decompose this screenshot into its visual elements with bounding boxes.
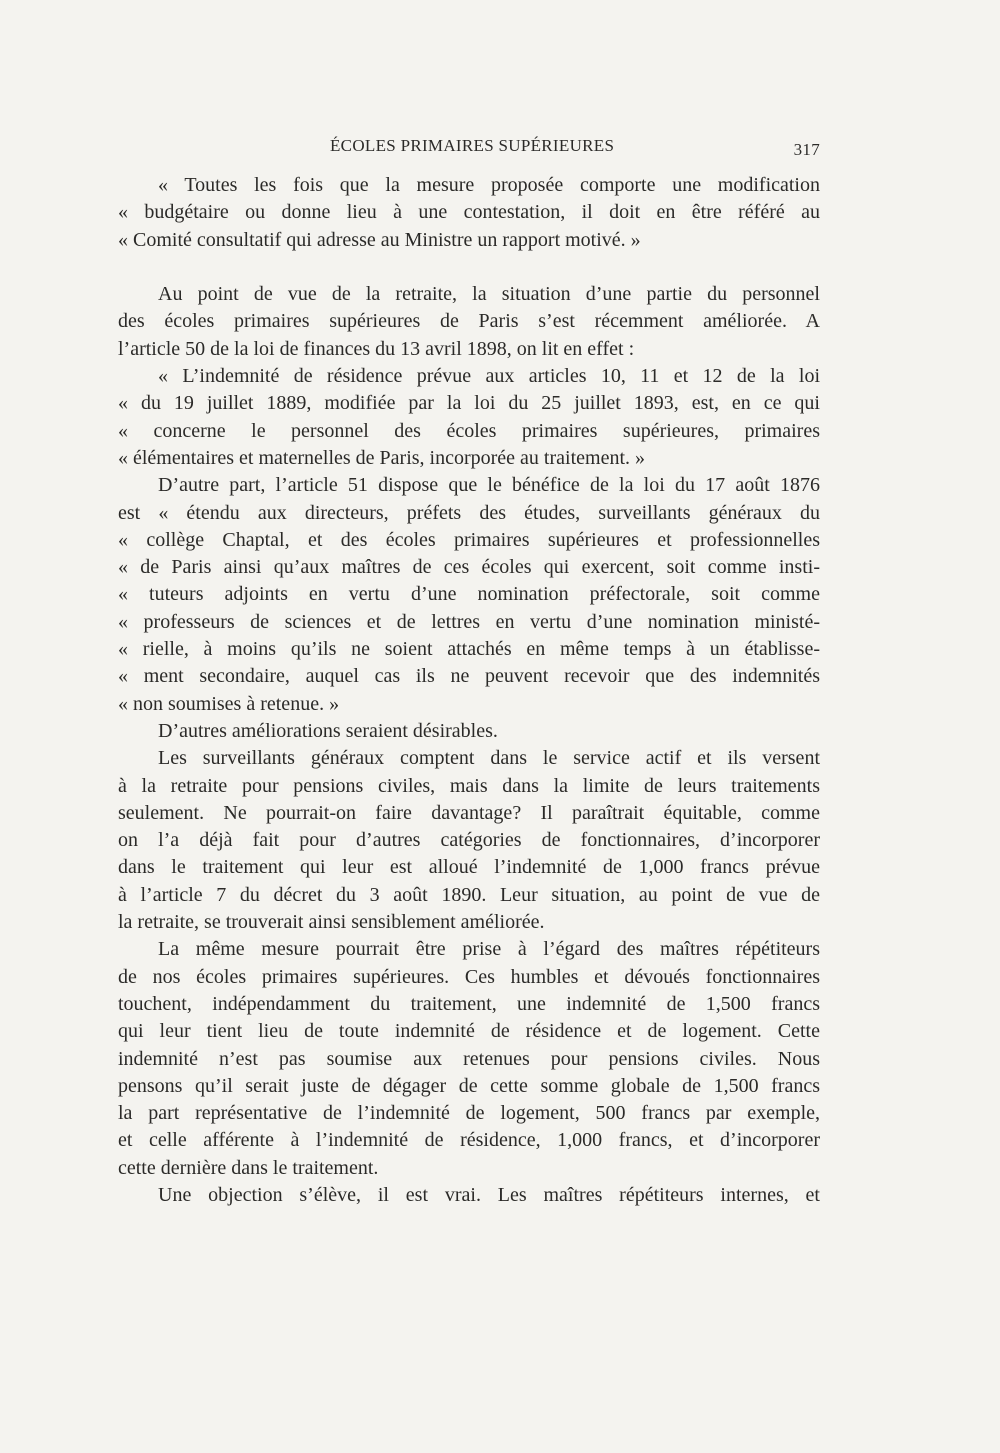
text-line: à l’article 7 du décret du 3 août 1890. Leur situation, au point de vue de [118, 883, 820, 906]
text-line: la part représentative de l’indemnité de logement, 500 francs par exemple, [118, 1102, 820, 1125]
text-line: cette dernière dans le traitement. [118, 1156, 379, 1179]
text-line: « collège Chaptal, et des écoles primaires supérieures et professionnelles [118, 528, 820, 551]
text-line: et celle afférente à l’indemnité de résidence, 1,000 francs, et d’incorporer [118, 1129, 820, 1152]
text-line: Au point de vue de la retraite, la situation d’une partie du personnel [158, 283, 820, 306]
text-line: on l’a déjà fait pour d’autres catégories de fonctionnaires, d’incorporer [118, 829, 820, 852]
text-line: qui leur tient lieu de toute indemnité de résidence et de logement. Cette [118, 1020, 820, 1043]
text-line: touchent, indépendamment du traitement, une indemnité de 1,500 francs [118, 992, 820, 1015]
page-header [118, 136, 820, 160]
text-line: dans le traitement qui leur est alloué l’indemnité de 1,000 francs prévue [118, 856, 820, 879]
body-text [118, 172, 820, 1209]
text-line: pensons qu’il serait juste de dégager de cette somme globale de 1,500 francs [118, 1074, 820, 1097]
running-title: ÉCOLES PRIMAIRES SUPÉRIEURES [330, 136, 615, 155]
text-line: Une objection s’élève, il est vrai. Les maîtres répétiteurs internes, et [158, 1183, 820, 1206]
text-line: l’article 50 de la loi de finances du 13 avril 1898, on lit en effet : [118, 337, 635, 360]
text-line: indemnité n’est pas soumise aux retenues pour pensions civiles. Nous [118, 1047, 820, 1070]
paragraph-gap [118, 254, 820, 281]
text-line: « concerne le personnel des écoles primaires supérieures, primaires [118, 419, 820, 442]
text-line: « ment secondaire, auquel cas ils ne peuvent recevoir que des indemnités [118, 665, 820, 688]
text-line: la retraite, se trouverait ainsi sensiblement améliorée. [118, 911, 545, 934]
text-line: « de Paris ainsi qu’aux maîtres de ces écoles qui exercent, soit comme insti- [118, 556, 820, 579]
text-line: D’autre part, l’article 51 dispose que le bénéfice de la loi du 17 août 1876 [158, 474, 820, 497]
text-line: Les surveillants généraux comptent dans le service actif et ils versent [158, 747, 820, 770]
text-line: « Toutes les fois que la mesure proposée comporte une modification [158, 174, 820, 196]
text-line: à la retraite pour pensions civiles, mais dans la limite de leurs traitements [118, 774, 820, 797]
text-line: D’autres améliorations seraient désirables. [158, 719, 498, 742]
text-line: « rielle, à moins qu’ils ne soient attachés en même temps à un établisse- [118, 638, 820, 661]
page-number: 317 [793, 140, 820, 159]
text-line: « tuteurs adjoints en vertu d’une nomination préfectorale, soit comme [118, 583, 820, 606]
text-line: seulement. Ne pourrait-on faire davantage? Il paraîtrait équitable, comme [118, 801, 820, 824]
text-line: de nos écoles primaires supérieures. Ces humbles et dévoués fonctionnaires [118, 965, 820, 988]
text-line: « professeurs de sciences et de lettres en vertu d’une nomination ministé- [118, 610, 820, 633]
text-line: des écoles primaires supérieures de Paris s’est récemment améliorée. A [118, 310, 820, 333]
text-line: « budgétaire ou donne lieu à une contestation, il doit en être référé au [118, 201, 820, 224]
text-line: « non soumises à retenue. » [118, 692, 340, 715]
text-line: La même mesure pourrait être prise à l’égard des maîtres répétiteurs [158, 938, 820, 961]
text-line: « Comité consultatif qui adresse au Ministre un rapport motivé. » [118, 228, 641, 251]
text-line: est « étendu aux directeurs, préfets des études, surveillants généraux du [118, 501, 820, 524]
text-line: « du 19 juillet 1889, modifiée par la loi du 25 juillet 1893, est, en ce qui [118, 392, 820, 415]
text-line: « élémentaires et maternelles de Paris, incorporée au traitement. » [118, 446, 646, 469]
text-line: « L’indemnité de résidence prévue aux articles 10, 11 et 12 de la loi [158, 365, 820, 388]
